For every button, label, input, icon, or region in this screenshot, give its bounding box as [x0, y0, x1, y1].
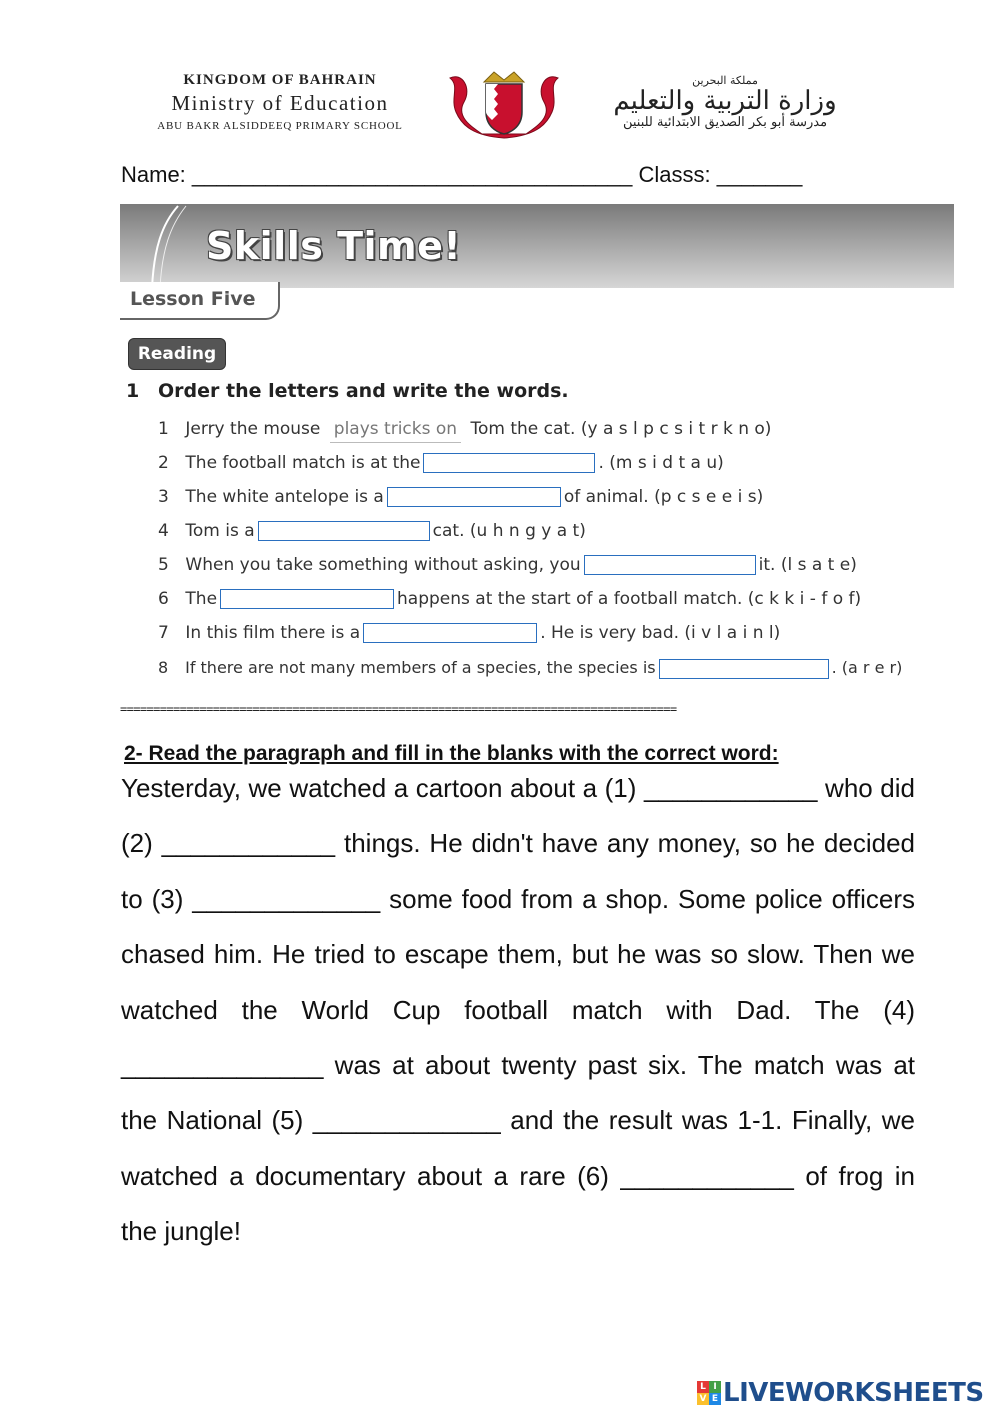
lesson-tab	[120, 282, 280, 320]
liveworksheets-footer[interactable]	[697, 1376, 984, 1410]
question-6	[158, 586, 861, 612]
answer-box-4[interactable]	[258, 521, 430, 541]
kingdom-title: KINGDOM OF BAHRAIN	[183, 72, 377, 88]
question-5	[158, 552, 857, 578]
question-number: 5	[158, 555, 169, 575]
school-name: ABU BAKR ALSIDDEEQ PRIMARY SCHOOL	[157, 120, 403, 132]
answer-box-6[interactable]	[220, 589, 394, 609]
banner-swoosh-icon	[134, 204, 194, 288]
question-text: The	[185, 589, 218, 609]
answer-box-7[interactable]	[363, 623, 537, 643]
question-hint: . (a r e r)	[831, 658, 903, 677]
question-4	[158, 518, 586, 544]
answer-box-8[interactable]	[659, 659, 829, 679]
question-hint: Tom the cat. (y a s l p c s i t r k n o)	[470, 419, 772, 439]
answer-box-3[interactable]	[387, 487, 561, 507]
question-8	[158, 655, 902, 681]
question-text: Jerry the mouse	[185, 419, 321, 439]
question-text: The football match is at the	[185, 453, 421, 473]
logo-letter: E	[709, 1393, 721, 1405]
answer-box-5[interactable]	[584, 555, 756, 575]
question-number: 6	[158, 589, 169, 609]
ministry-title: Ministry of Education	[171, 91, 389, 115]
question-hint: . (m s i d t a u)	[598, 453, 724, 473]
question-7	[158, 620, 780, 646]
banner-title: Skills Time!	[206, 224, 462, 268]
task2-instruction: 2- Read the paragraph and fill in the blanks with the correct word:	[124, 742, 779, 765]
name-class-line[interactable]: Name: ____________________________________ Classs: _______	[121, 162, 803, 187]
bahrain-crest-logo	[442, 68, 566, 140]
question-number: 7	[158, 623, 169, 643]
question-text: The white antelope is a	[185, 487, 384, 507]
lesson-label: Lesson Five	[130, 288, 256, 310]
question-3	[158, 484, 763, 510]
section-separator: ====================================================================================	[120, 702, 677, 714]
question-hint: cat. (u h n g y a t)	[432, 521, 586, 541]
answer-box-2[interactable]	[423, 453, 595, 473]
example-answer: plays tricks on	[330, 416, 461, 443]
question-2	[158, 450, 724, 476]
question-text: If there are not many members of a species, the species is	[185, 658, 656, 677]
question-number: 4	[158, 521, 169, 541]
question-1	[158, 416, 771, 442]
question-hint: it. (l s a t e)	[758, 555, 857, 575]
arabic-kingdom: مملكة البحرين	[692, 74, 758, 87]
arabic-school: مدرسة أبو بكر الصديق الابتدائية للبنين	[622, 115, 828, 130]
question-number: 1	[158, 419, 169, 439]
liveworksheets-logo-icon	[697, 1381, 721, 1405]
school-header-english	[120, 72, 440, 132]
arabic-ministry: وزارة التربية والتعليم	[613, 86, 837, 116]
question-number: 8	[158, 658, 169, 677]
logo-letter: I	[709, 1381, 721, 1393]
logo-letter: L	[697, 1381, 709, 1393]
skills-banner	[120, 204, 954, 318]
fill-in-paragraph: Yesterday, we watched a cartoon about a (1) ____________ who did (2) ____________ things. He didn't have any money, so he decided to (3) _____________ some food from a shop. Some police officers chased him. He tried to escape them, but he was so slow. Then we watched the World Cup football match with Dad. The (4) ______________ was at about twenty past six. The match was at the National (5) _____________ and the result was 1-1. Finally, we watched a documentary about a rare (6) ____________ of frog in the jungle!	[121, 773, 915, 1247]
question-text: Tom is a	[185, 521, 255, 541]
question-text: When you take something without asking, you	[185, 555, 581, 575]
question-number: 2	[158, 453, 169, 473]
task1-number: 1	[126, 380, 140, 402]
question-hint: . He is very bad. (i v l a i n l)	[540, 623, 781, 643]
logo-letter: V	[697, 1393, 709, 1405]
task1-instruction: Order the letters and write the words.	[158, 380, 569, 402]
question-text: In this film there is a	[185, 623, 361, 643]
question-hint: of animal. (p c s e e i s)	[563, 487, 764, 507]
school-header-arabic	[575, 74, 875, 130]
reading-badge: Reading	[128, 338, 226, 370]
task1-heading	[126, 380, 569, 402]
liveworksheets-brand: LIVEWORKSHEETS	[723, 1378, 984, 1408]
question-hint: happens at the start of a football match. (c k k i - f o f)	[397, 589, 862, 609]
question-number: 3	[158, 487, 169, 507]
